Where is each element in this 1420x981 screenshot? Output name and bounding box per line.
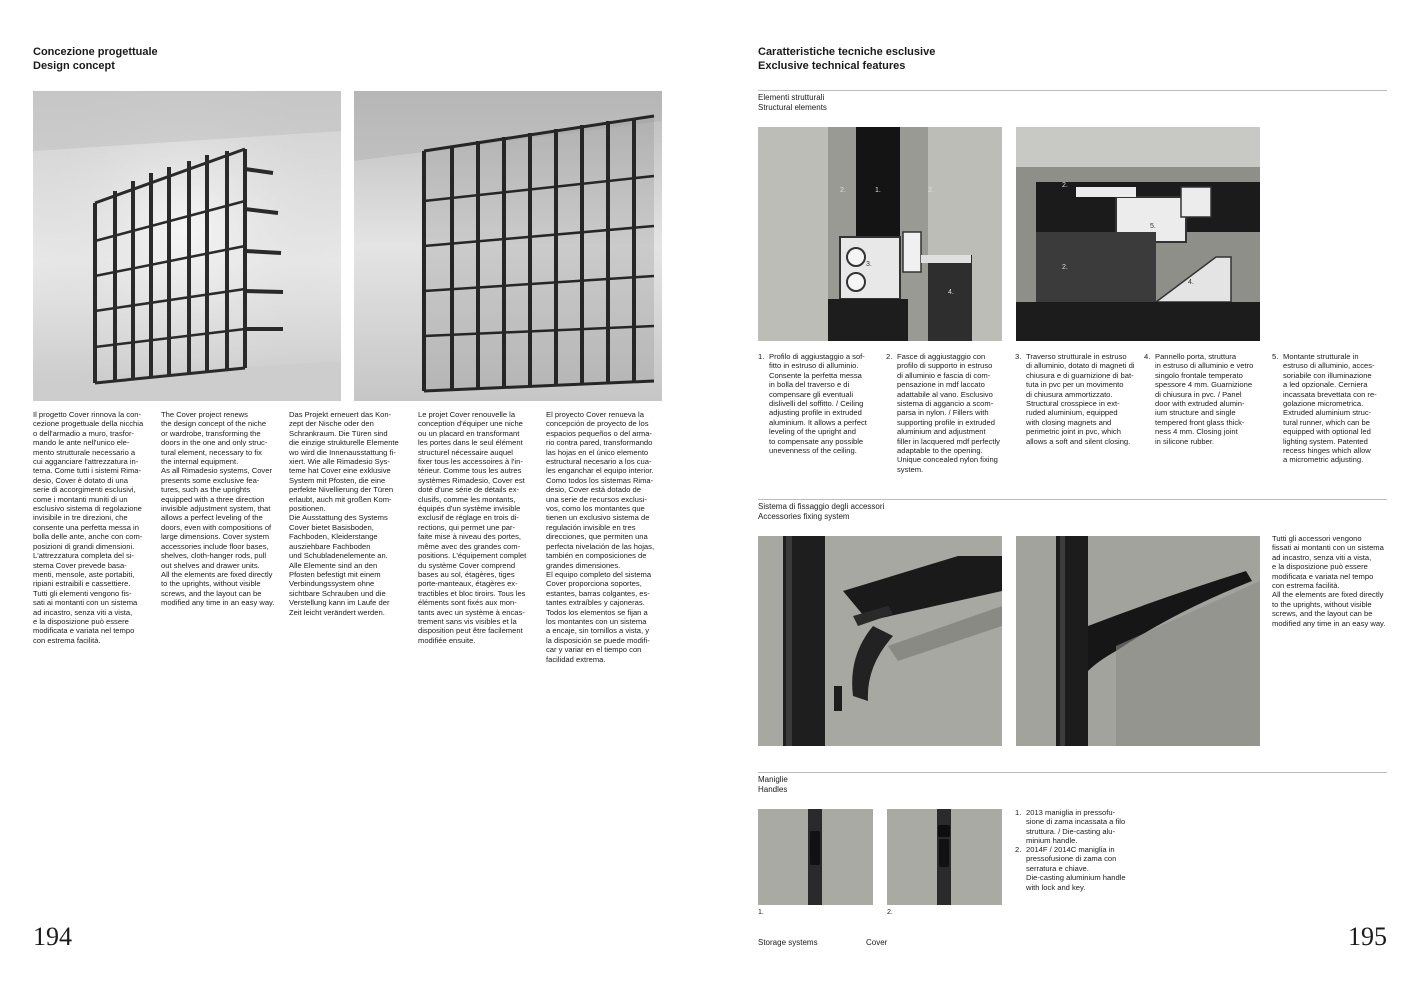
left-heading-it: Concezione progettuale xyxy=(33,46,158,58)
callout-a-4: 3. xyxy=(866,261,872,268)
handle-item-2 xyxy=(1015,845,1143,892)
section-rule-handles xyxy=(758,772,1387,773)
callout-b-4: 4. xyxy=(1188,279,1194,286)
accessories-text: Tutti gli accessori vengono fissati ai montanti con un sistema ad incastro, senza viti a vista, e la disposizione può essere modificata e variata nel tempo con estrema facilità. All the elements are fixed directly to the uprights, without visible screws, and the layout can be modified any time in an easy way. xyxy=(1272,534,1386,628)
callout-a-2: 1. xyxy=(875,187,881,194)
accessory-bracket-mounted xyxy=(1016,536,1260,746)
structural-title-en: Structural elements xyxy=(758,103,827,112)
handle-item-number: 2. xyxy=(1015,845,1022,854)
text-column-de: Das Projekt erneuert das Kon- zept der Nische oder den Schrankraum. Die Türen sind die einzige strukturelle Elemente wo wird die Innenausstattung fi- xiert. Wie alle Rimadesio Sys- teme hat Cover eine exklusive System mit Pfosten, die eine perfekte Nivellierung der Türen erlaubt, auch mit großen Kom- positionen. Die Ausstattung des Systems Cover bietet Basisboden, Fachboden, Kleiderstange ausziehbare Fachboden und Schubladenelemente an. Alle Elemente sind an den Pfosten befestigt mit einem Verbindungssystem ohne sichtbare Schrauben und die Verstellung kann im Laufe der Zeit leicht verändert werden. xyxy=(289,410,399,617)
structural-title-it: Elementi strutturali xyxy=(758,93,825,102)
text-column-fr: Le projet Cover renouvelle la conception d'équiper une niche ou un placard en transformant les portes dans le seul élément structurel nécessaire auquel fixer tous les accessoires à l'in- térieur. Comme tous les autres systèmes Rimadesio, Cover est doté d'une série de détails ex- clusifs, comme les montants, équipés d'un système invisible exclusif de réglage en trois di- rections, qui permet une par- faite mise à niveau des portes, même avec des grandes com- positions. L'équipement complet du système Cover comprend bases au sol, étagères, tiges porte-manteaux, étagères ex- tractibles et bloc tiroirs. Tous les éléments sont fixés aux mon- tants avec un système à encas- trement sans vis visibles et la disposition peut être facilement modifiée ensuite. xyxy=(418,410,527,645)
structural-item-5 xyxy=(1272,352,1392,465)
accessories-title-en: Accessories fixing system xyxy=(758,512,850,521)
structural-item-number: 5. xyxy=(1272,352,1279,361)
callout-b-1: 2. xyxy=(1062,182,1068,189)
structural-item-3 xyxy=(1015,352,1145,446)
structural-item-text: Pannello porta, struttura in estruso di alluminio e vetro singolo frontale temperato spessore 4 mm. Guarnizione di chiusura in pvc. / Panel door with extruded alumin- ium structure and single tempered front glass thick- ness 4 mm. Closing joint in silicone rubber. xyxy=(1155,352,1254,446)
callout-a-1: 2. xyxy=(840,187,846,194)
handles-title-en: Handles xyxy=(758,785,788,794)
handle-photo-1 xyxy=(758,809,873,905)
section-rule-structural xyxy=(758,90,1387,91)
structural-item-1 xyxy=(758,352,886,455)
page-number-left: 194 xyxy=(33,922,72,951)
structural-item-2 xyxy=(886,352,1016,474)
left-heading-en: Design concept xyxy=(33,60,115,72)
footer-product-label: Cover xyxy=(866,938,888,947)
structural-item-number: 4. xyxy=(1144,352,1151,361)
structural-item-text: Traverso strutturale in estruso di alluminio, dotato di magneti di chiusura e di guarnizione di bat- tuta in pvc per un movimento di chiusura ammortizzato. Structural crosspiece in ext- ruded aluminium, equipped with closing magnets and perimetric joint in pvc, which allows a soft and silent closing. xyxy=(1026,352,1135,446)
right-heading xyxy=(758,45,935,73)
callout-a-3: 2. xyxy=(928,187,934,194)
handle-item-text: 2014F / 2014C maniglia in pressofusione di zama con serratura e chiave. Die-casting aluminium handle with lock and key. xyxy=(1026,845,1126,892)
page-number-right: 195 xyxy=(1348,922,1387,951)
section-rule-accessories xyxy=(758,499,1387,500)
section-drawing-horizontal xyxy=(1016,127,1260,341)
handle-item-text: 2013 maniglia in pressofu- sione di zama incassata a filo struttura. / Die-casting alu- minium handle. xyxy=(1026,808,1126,846)
right-heading-it: Caratteristiche tecniche esclusive xyxy=(758,46,936,58)
right-heading-en: Exclusive technical features xyxy=(758,60,906,72)
structural-item-text: Montante strutturale in estruso di alluminio, acces- soriabile con illuminazione a led opzionale. Cerniera incassata brevettata con re- golazione micrometrica. Extruded aluminium struc- tural runner, which can be equipped with optional led lighting system. Patented recess hinges which allow a micrometric adjusting. xyxy=(1283,352,1377,465)
handles-title-it: Maniglie xyxy=(758,775,788,784)
handle-item-number: 1. xyxy=(1015,808,1022,817)
handle-item-1 xyxy=(1015,808,1143,846)
footer-section-label: Storage systems xyxy=(758,938,818,947)
callout-b-3: 2. xyxy=(1062,264,1068,271)
structural-item-4 xyxy=(1144,352,1272,446)
accessory-bracket-exploded xyxy=(758,536,1002,746)
text-column-es: El proyecto Cover renueva la concepción de proyecto de los espacios pequeños o del arma- rio contra pared, transformando las hojas en el único elemento estructural necesario a los cua- les enganchar el equipo interior. Como todos los sistemas Rima- desio, Cover está dotado de una serie de recursos exclusi- vos, como los montantes que tienen un exclusivo sistema de regulación invisible en tres direcciones, que permiten una perfecta nivelación de las hojas, también en composiciones de grandes dimensiones. El equipo completo del sistema Cover proporciona soportes, estantes, barras colgantes, es- tantes extraíbles y cajoneras. Todos los elementos se fijan a los montantes con un sistema a encaje, sin tornillos a vista, y la disposición se puede modifi- car y variar en el tiempo con facilidad extrema. xyxy=(546,410,655,664)
shelving-photo-front xyxy=(33,91,341,401)
text-column-en: The Cover project renews the design concept of the niche or wardrobe, transforming the doors in the one and only struc- tural element, necessary to fix the internal equipment. As all Rimadesio systems, Cover presents some exclusive fea- tures, such as the uprights equipped with a three direction invisible adjustment system, that allows a perfect leveling of the doors, even with compositions of large dimensions. Cover system accessories include floor bases, shelves, cloth-hanger rods, pull out shelves and drawer units. All the elements are fixed directly to the uprights, without visible screws, and the layout can be modified any time in an easy way. xyxy=(161,410,275,608)
structural-item-text: Fasce di aggiustaggio con profilo di supporto in estruso di alluminio e fascia di com- pensazione in mdf laccato adattabile al vano. Esclusivo sistema di aggancio a scom- parsa in nylon. / Fillers with supporting profile in extruded aluminium and adjustment filler in lacquered mdf perfectly adaptable to the opening. Unique concealed nylon fixing system. xyxy=(897,352,1000,474)
callout-a-5: 4. xyxy=(948,289,954,296)
callout-b-2: 5. xyxy=(1150,223,1156,230)
handle-caption-2: 2. xyxy=(887,909,893,916)
section-title-accessories xyxy=(758,502,884,522)
section-drawing-vertical xyxy=(758,127,1002,341)
left-heading xyxy=(33,45,158,73)
shelving-photo-perspective xyxy=(354,91,662,401)
section-title-structural xyxy=(758,93,827,113)
structural-item-number: 1. xyxy=(758,352,765,361)
text-column-it: Il progetto Cover rinnova la con- cezione progettuale della nicchia o dell'armadio a muro, trasfor- mando le ante nell'unico ele- mento strutturale necessario a cui agganciare l'attrezzatura in- terna. Come tutti i sistemi Rima- desio, Cover è dotato di una serie di accorgimenti esclusivi, come i montanti muniti di un esclusivo sistema di regolazione invisibile in tre direzioni, che consente una perfetta messa in bolla delle ante, anche con com- posizioni di grandi dimensioni. L'attrezzatura completa del si- stema Cover prevede basa- menti, mensole, aste portabiti, ripiani estraibili e cassettiere. Tutti gli elementi vengono fis- sati ai montanti con un sistema ad incastro, senza viti a vista, e la disposizione può essere modificata e variata nel tempo con estrema facilità. xyxy=(33,410,144,645)
section-title-handles xyxy=(758,775,788,795)
structural-item-text: Profilo di aggiustaggio a sof- fitto in estruso di alluminio. Consente la perfetta messa in bolla del traverso e di compensare gli eventuali dislivelli del soffitto. / Ceiling adjusting profile in extruded aluminium. It allows a perfect leveling of the upright and to compensate any possible unevenness of the ceiling. xyxy=(769,352,867,456)
accessories-title-it: Sistema di fissaggio degli accessori xyxy=(758,502,885,511)
handle-caption-1: 1. xyxy=(758,909,764,916)
handle-photo-2 xyxy=(887,809,1002,905)
structural-item-number: 3. xyxy=(1015,352,1022,361)
structural-item-number: 2. xyxy=(886,352,893,361)
